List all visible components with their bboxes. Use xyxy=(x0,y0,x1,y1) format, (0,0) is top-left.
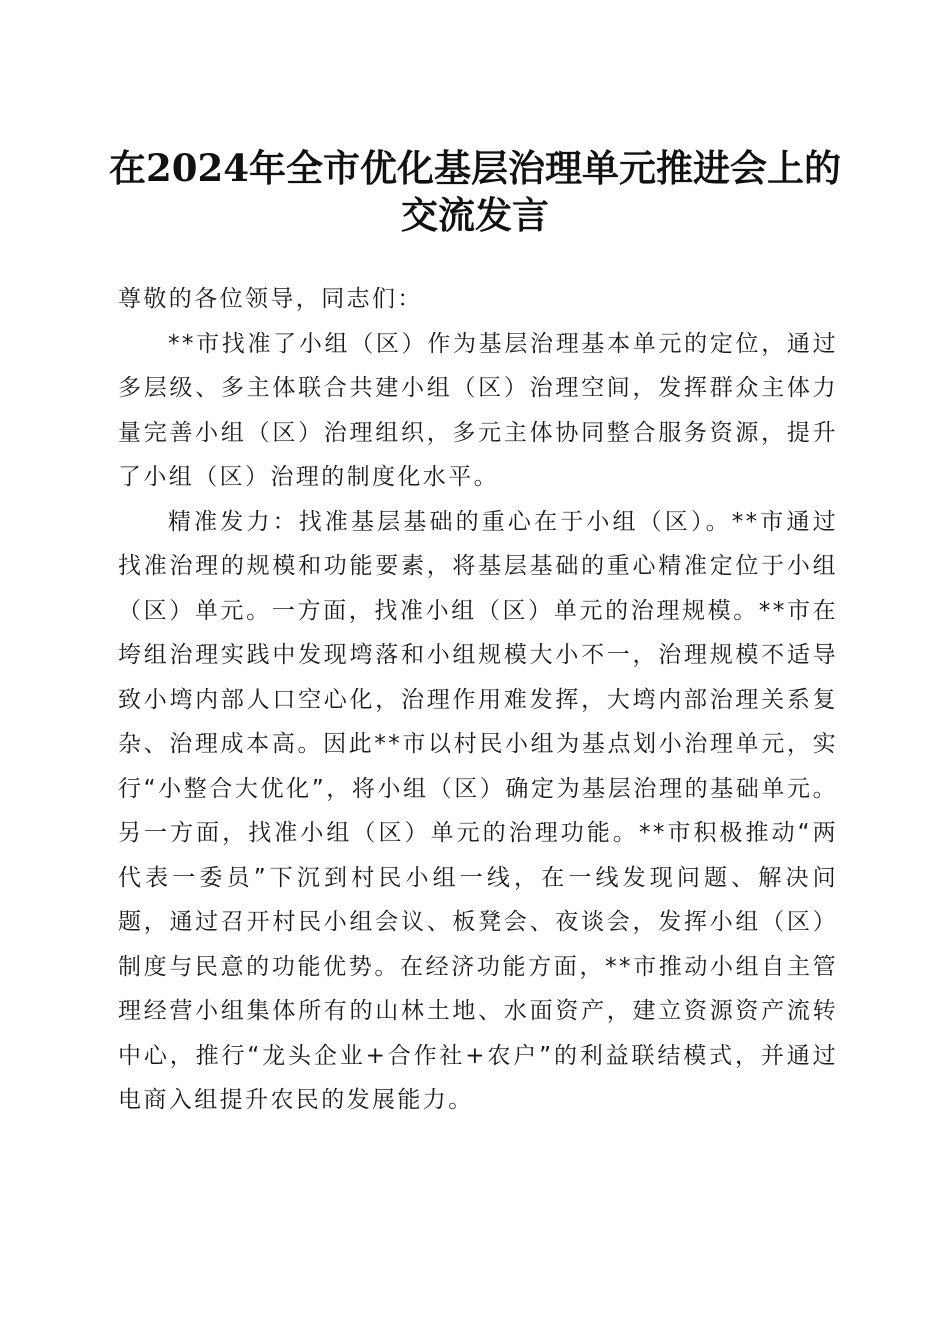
paragraph-precise-effort: 精准发力：找准基层基础的重心在于小组（区）。**市通过找准治理的规模和功能要素，将基层基础的重心精准定位于小组（区）单元。一方面，找准小组（区）单元的治理规模。**市在垮组治理实践中发现塆落和小组规模大小不一，治理规模不适导致小塆内部人口空心化，治理作用难发挥，大塆内部治理关系复杂、治理成本高。因此**市以村民小组为基点划小治理单元，实行“小整合大优化”，将小组（区）确定为基层治理的基础单元。另一方面，找准小组（区）单元的治理功能。**市积极推动“两代表一委员”下沉到村民小组一线，在一线发现问题、解决问题，通过召开村民小组会议、板凳会、夜谈会，发挥小组（区）制度与民意的功能优势。在经济功能方面，**市推动小组自主管理经营小组集体所有的山林土地、水面资产，建立资源资产流转中心，推行“龙头企业+合作社+农户”的利益联结模式，并通过电商入组提升农民的发展能力。 xyxy=(118,508,838,1113)
document-title-line-1: 在2024年全市优化基层治理单元推进会上的 xyxy=(109,146,841,190)
document-body xyxy=(118,277,838,1123)
paragraph-intro: **市找准了小组（区）作为基层治理基本单元的定位，通过多层级、多主体联合共建小组（区）治理空间，发挥群众主体力量完善小组（区）治理组织，多元主体协同整合服务资源，提升了小组（区）治理的制度化水平。 xyxy=(118,330,838,490)
document-title-line-2: 交流发言 xyxy=(401,193,549,237)
salutation: 尊敬的各位领导，同志们： xyxy=(118,286,423,312)
